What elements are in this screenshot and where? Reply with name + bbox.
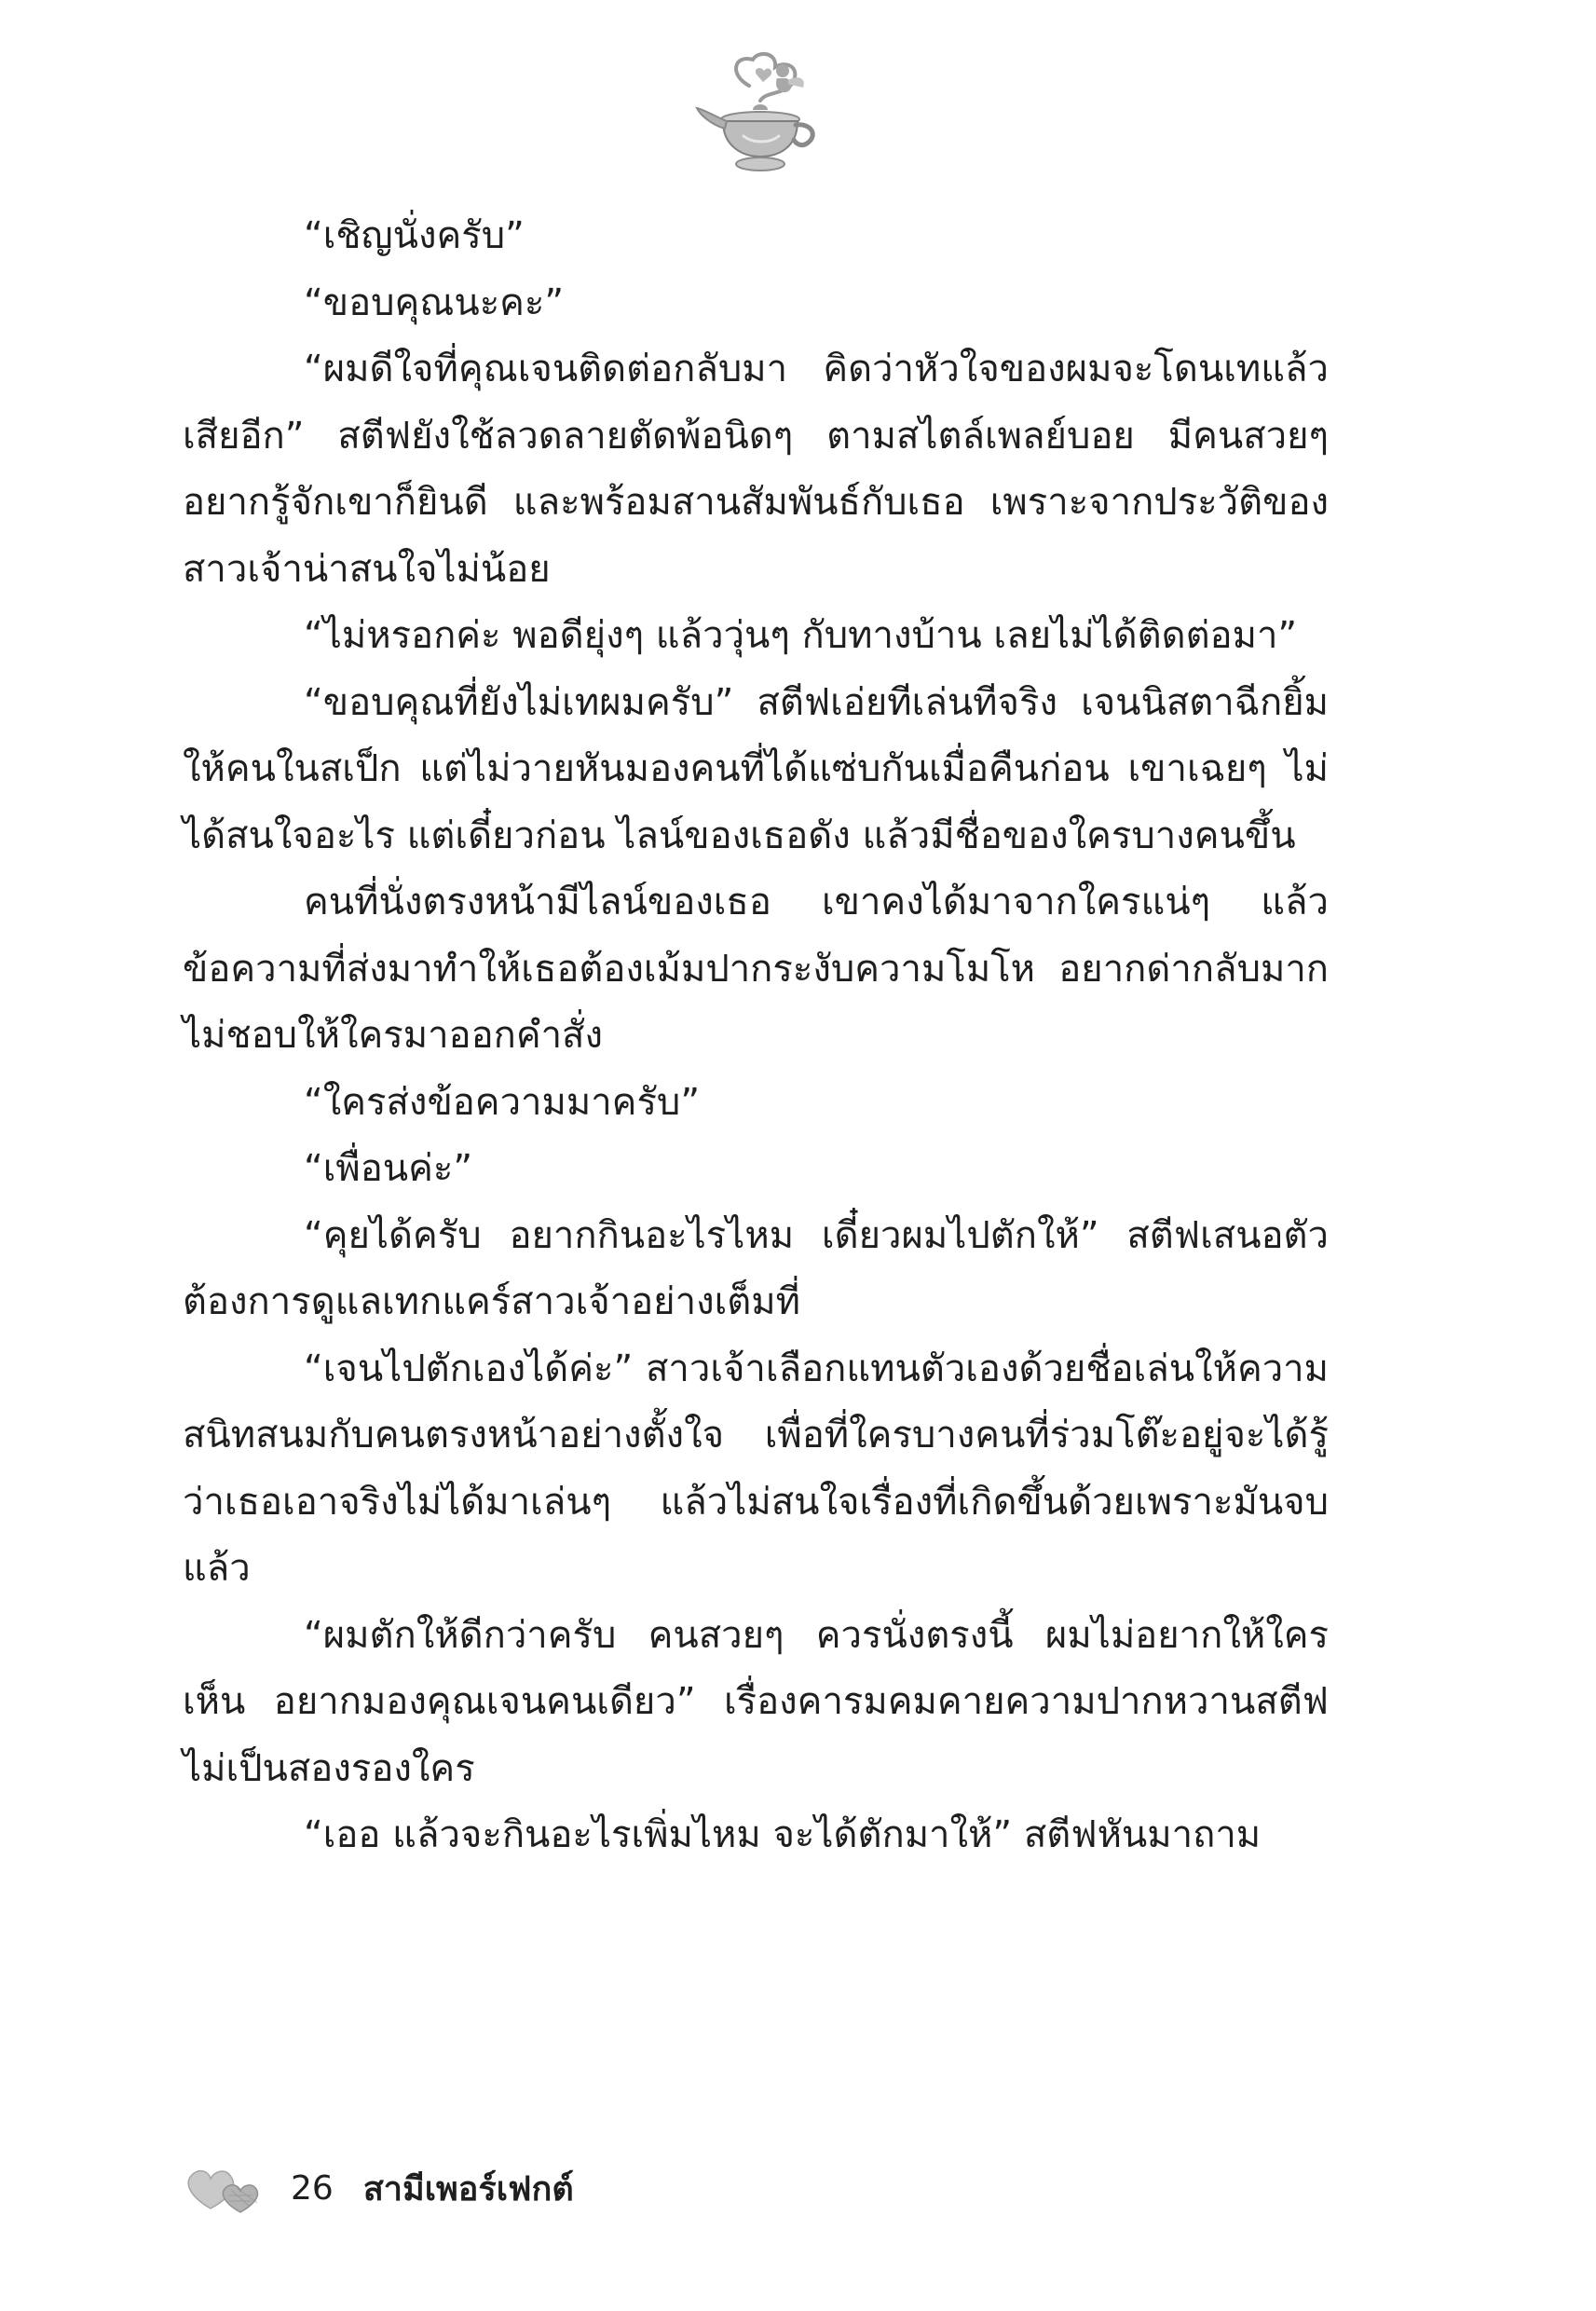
paragraph: “คุยได้ครับ อยากกินอะไรไหม เดี๋ยวผมไปตักให้” สตีฟเสนอตัวต้องการดูแลเทกแคร์สาวเจ้าอย่างเต็มที่ (183, 1213, 1329, 1323)
page-footer (183, 2160, 574, 2216)
hearts-icon (183, 2160, 266, 2216)
paragraph: “ขอบคุณที่ยังไม่เทผมครับ” สตีฟเอ่ยทีเล่นทีจริง เจนนิสตาฉีกยิ้มให้คนในสเป็ก แต่ไม่วายหันมองคนที่ได้แซ่บกันเมื่อคืนก่อน เขาเฉยๆ ไม่ได้สนใจอะไร แต่เดี๋ยวก่อน ไลน์ของเธอดัง แล้วมีชื่อของใครบางคนขึ้น (183, 680, 1329, 857)
paragraph: “เพื่อนค่ะ” (304, 1147, 473, 1190)
paragraph: “ใครส่งข้อความมาครับ” (304, 1080, 701, 1124)
paragraph: “เชิญนั่งครับ” (304, 214, 525, 257)
book-title: สามีเพอร์เฟกต์ (362, 2169, 574, 2208)
paragraph: “ขอบคุณนะคะ” (304, 280, 565, 324)
paragraph: “ไม่หรอกค่ะ พอดียุ่งๆ แล้ววุ่นๆ กับทางบ้าน เลยไม่ได้ติดต่อมา” (304, 614, 1298, 657)
paragraph: “ผมตักให้ดีกว่าครับ คนสวยๆ ควรนั่งตรงนี้ ผมไม่อยากให้ใครเห็น อยากมองคุณเจนคนเดียว” เรื่องคารมคมคายความปากหวานสตีฟไม่เป็นสองรองใคร (183, 1613, 1329, 1790)
paragraph: คนที่นั่งตรงหน้ามีไลน์ของเธอ เขาคงได้มาจากใครแน่ๆ แล้วข้อความที่ส่งมาทำให้เธอต้องเม้มปากระงับความโมโห อยากด่ากลับมาก ไม่ชอบให้ใครมาออกคำสั่ง (183, 881, 1329, 1057)
body-text (183, 203, 1329, 2151)
paragraph: “เออ แล้วจะกินอะไรเพิ่มไหม จะได้ตักมาให้” สตีฟหันมาถาม (304, 1813, 1262, 1856)
page-number: 26 (291, 2168, 334, 2208)
paragraph: “ผมดีใจที่คุณเจนติดต่อกลับมา คิดว่าหัวใจของผมจะโดนเทแล้วเสียอีก” สตีฟยังใช้ลวดลายตัดพ้อนิดๆ ตามสไตล์เพลย์บอย มีคนสวยๆ อยากรู้จักเขาก็ยินดี และพร้อมสานสัมพันธ์กับเธอ เพราะจากประวัติของสาวเจ้าน่าสนใจไม่น้อย (183, 348, 1329, 591)
paragraph: “เจนไปตักเองได้ค่ะ” สาวเจ้าเลือกแทนตัวเองด้วยชื่อเล่นให้ความสนิทสนมกับคนตรงหน้าอย่างตั้งใจ เพื่อที่ใครบางคนที่ร่วมโต๊ะอยู่จะได้รู้ว่าเธอเอาจริงไม่ได้มาเล่นๆ แล้วไม่สนใจเรื่องที่เกิดขึ้นด้วยเพราะมันจบแล้ว (183, 1347, 1329, 1590)
cupid-teapot-icon (691, 47, 831, 177)
